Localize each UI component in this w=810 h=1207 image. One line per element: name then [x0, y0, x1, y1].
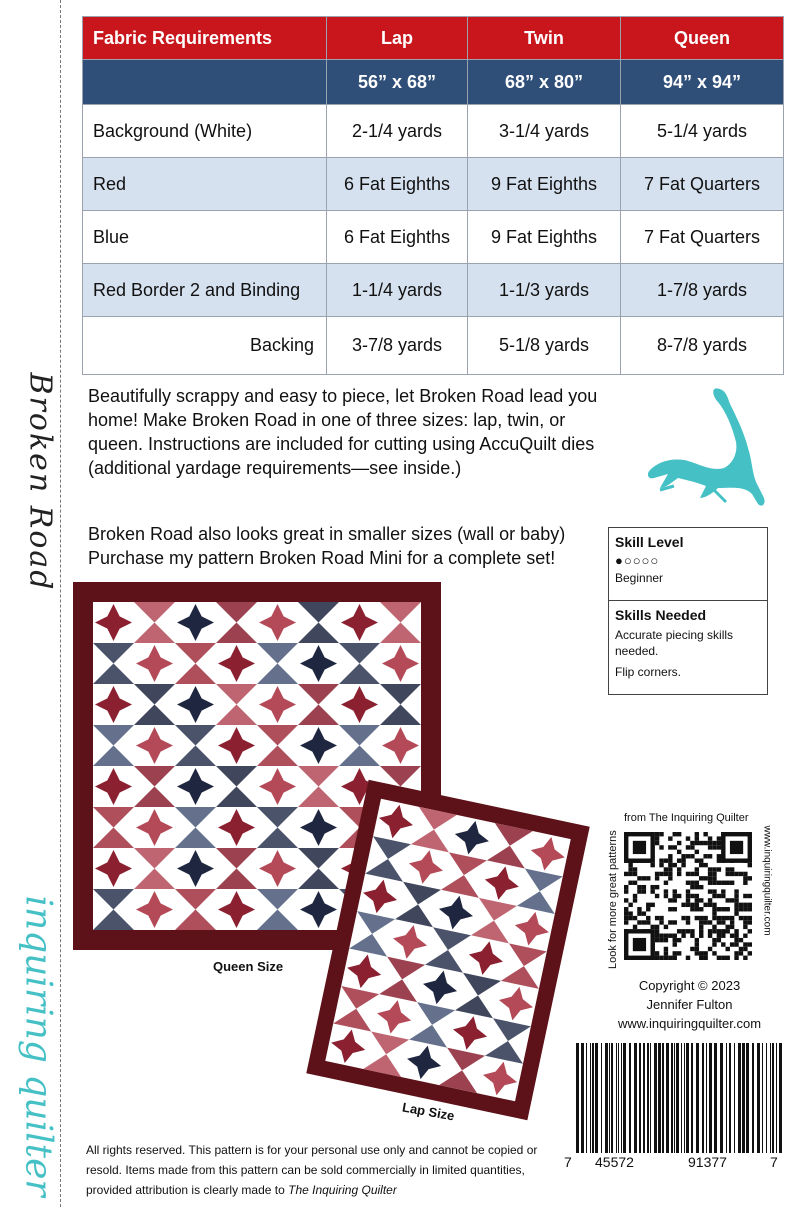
table-title: Fabric Requirements: [83, 17, 327, 60]
spine-brand-logo: inquiring quilter: [17, 895, 59, 1197]
skills-box: [608, 527, 768, 695]
cell-queen: 1-7/8 yards: [621, 264, 784, 317]
qr-code[interactable]: [624, 830, 752, 962]
cell-queen: 8-7/8 yards: [621, 317, 784, 375]
description-paragraph-1: Beautifully scrappy and easy to piece, let Broken Road lead you home! Make Broken Road in one of three sizes: lap, twin, or queen. Instructions are included for cutting using AccuQuilt dies (additional yardage requirements—see inside.): [88, 386, 598, 478]
qr-right-label: www.inquiringquilter.com: [761, 825, 773, 936]
row-label: Backing: [83, 317, 327, 375]
dim-twin: 68” x 80”: [468, 60, 621, 105]
copyright-line: Copyright © 2023: [638, 978, 741, 993]
fold-line: [60, 0, 61, 1207]
fabric-requirements-table: [82, 16, 784, 375]
dimensions-row: [83, 60, 784, 105]
cell-lap: 1-1/4 yards: [327, 264, 468, 317]
table-row: [83, 158, 784, 211]
cell-queen: 5-1/4 yards: [621, 105, 784, 158]
website-link[interactable]: www.inquiringquilter.com: [617, 1016, 762, 1031]
row-label: Red: [83, 158, 327, 211]
cell-queen: 7 Fat Quarters: [621, 211, 784, 264]
table-row: [83, 105, 784, 158]
spine-title: Broken Road: [22, 372, 58, 592]
cell-twin: 1-1/3 yards: [468, 264, 621, 317]
barcode-digits-2: 45572: [595, 1154, 634, 1170]
barcode-digit-4: 7: [770, 1154, 778, 1170]
barcode-digits-3: 91377: [688, 1154, 727, 1170]
cell-twin: 9 Fat Eighths: [468, 158, 621, 211]
description-paragraph-2: Broken Road also looks great in smaller sizes (wall or baby) Purchase my pattern Broken Road Mini for a complete set!: [88, 524, 566, 568]
dimensions-blank: [83, 60, 327, 105]
skill-level-heading: Skill Level: [615, 534, 684, 550]
copyright-block: [612, 976, 767, 1033]
cell-lap: 6 Fat Eighths: [327, 158, 468, 211]
skill-level-dots: ●○○○○: [615, 553, 660, 568]
row-label: Blue: [83, 211, 327, 264]
col-twin: Twin: [468, 17, 621, 60]
row-label: Red Border 2 and Binding: [83, 264, 327, 317]
table-row: [83, 264, 784, 317]
skills-needed-heading: Skills Needed: [615, 607, 707, 623]
table-row: [83, 317, 784, 375]
dim-queen: 94” x 94”: [621, 60, 784, 105]
dim-lap: 56” x 68”: [327, 60, 468, 105]
barcode-digit-1: 7: [564, 1154, 572, 1170]
qr-left-label: Look for more great patterns: [607, 830, 619, 969]
cell-twin: 9 Fat Eighths: [468, 211, 621, 264]
qr-top-label: from The Inquiring Quilter: [624, 812, 749, 824]
lap-size-caption: Lap Size: [401, 1099, 456, 1124]
legal-brand: The Inquiring Quilter: [288, 1183, 397, 1197]
author-name: Jennifer Fulton: [646, 997, 733, 1012]
cell-lap: 3-7/8 yards: [327, 317, 468, 375]
col-lap: Lap: [327, 17, 468, 60]
queen-size-caption: Queen Size: [213, 959, 284, 974]
table-header-row: [83, 17, 784, 60]
legal-notice: [86, 1140, 556, 1200]
skill-level-value: Beginner: [615, 571, 664, 585]
cell-twin: 3-1/4 yards: [468, 105, 621, 158]
legal-text: All rights reserved. This pattern is for your personal use only and cannot be copied or resold. Items made from this pattern can be sold commercially in limited quantities, provided attribution is clearly made to: [86, 1143, 538, 1197]
skills-needed-text-2: Flip corners.: [615, 665, 682, 679]
cat-logo-icon: [640, 382, 770, 522]
cell-queen: 7 Fat Quarters: [621, 158, 784, 211]
cell-lap: 2-1/4 yards: [327, 105, 468, 158]
cell-twin: 5-1/8 yards: [468, 317, 621, 375]
barcode: [576, 1043, 784, 1153]
skills-needed-text: Accurate piecing skills needed.: [615, 628, 734, 658]
col-queen: Queen: [621, 17, 784, 60]
table-row: [83, 211, 784, 264]
cell-lap: 6 Fat Eighths: [327, 211, 468, 264]
row-label: Background (White): [83, 105, 327, 158]
